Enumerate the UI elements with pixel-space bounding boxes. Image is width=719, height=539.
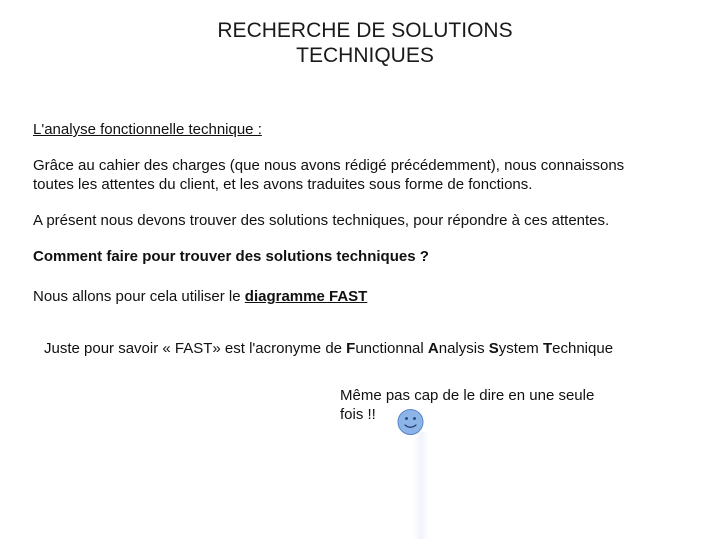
acronym-letter-a: A bbox=[427, 340, 439, 357]
decorative-shadow bbox=[413, 432, 429, 539]
joke-line-2: fois !! bbox=[340, 406, 376, 423]
acronym-word-f: unctionnal bbox=[355, 340, 428, 357]
title-line-1: RECHERCHE DE SOLUTIONS bbox=[217, 19, 513, 42]
acronym-letter-s: S bbox=[488, 340, 499, 357]
acronym-word-t: echnique bbox=[552, 340, 614, 357]
acronym-sentence bbox=[44, 339, 613, 358]
acronym-letter-f: F bbox=[346, 340, 356, 357]
fast-sentence bbox=[33, 287, 367, 306]
acronym-word-s: ystem bbox=[498, 340, 543, 357]
question-text: Comment faire pour trouver des solutions techniques ? bbox=[33, 248, 429, 265]
slide-title bbox=[150, 18, 580, 68]
title-line-2: TECHNIQUES bbox=[296, 44, 434, 67]
acronym-prefix: Juste pour savoir « FAST» est l'acronyme de bbox=[44, 340, 347, 357]
paragraph-line-2: toutes les attentes du client, et les avons traduites sous forme de fonctions. bbox=[33, 176, 533, 193]
acronym-letter-t: T bbox=[542, 340, 553, 357]
fast-diagram-link[interactable]: diagramme FAST bbox=[244, 288, 368, 305]
paragraph-line-1: Grâce au cahier des charges (que nous avons rédigé précédemment), nous connaissons bbox=[33, 157, 625, 174]
fast-prefix: Nous allons pour cela utiliser le bbox=[33, 288, 245, 305]
paragraph-2: A présent nous devons trouver des solutions techniques, pour répondre à ces attentes. bbox=[33, 212, 610, 229]
acronym-word-a: nalysis bbox=[438, 340, 489, 357]
joke-line-1: Même pas cap de le dire en une seule bbox=[340, 387, 595, 404]
section-heading: L'analyse fonctionnelle technique : bbox=[33, 121, 262, 138]
smiley-face-icon bbox=[397, 408, 424, 436]
